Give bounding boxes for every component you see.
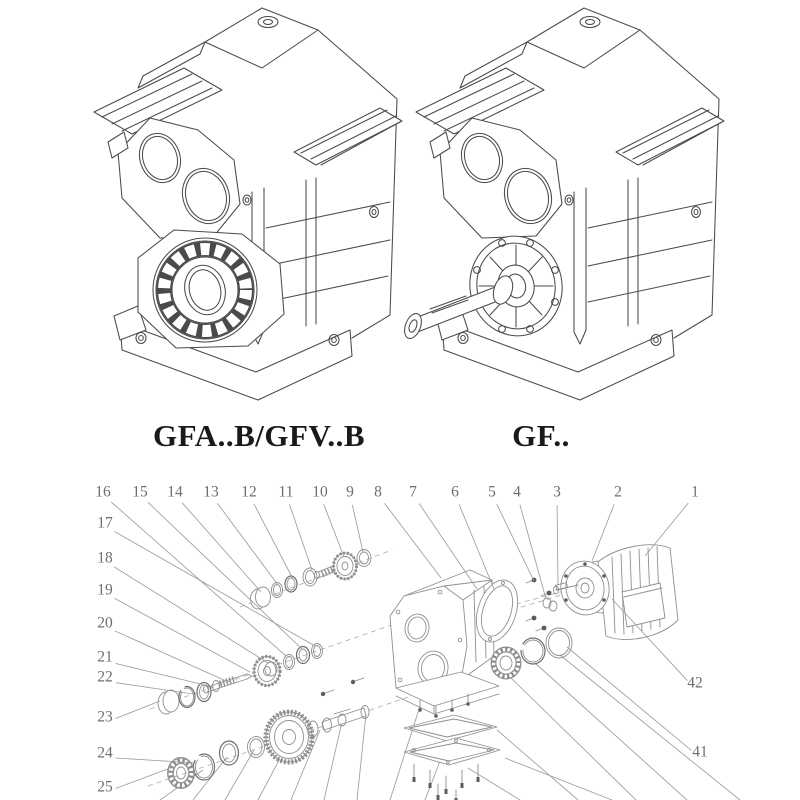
gearbox-drawing-gf (401, 8, 724, 400)
callout-number: 8 (374, 483, 382, 501)
callout-number: 17 (97, 514, 113, 532)
bearing (360, 552, 369, 564)
callout-number: 5 (488, 483, 496, 501)
leader-line (352, 505, 363, 552)
leader-line (115, 631, 226, 681)
callout-number: 4 (513, 483, 521, 501)
callout-number: 19 (97, 581, 113, 599)
leader-line (567, 647, 691, 750)
callout-number: 21 (97, 648, 113, 666)
model-label-gfab: GFA..B/GFV..B (152, 418, 366, 453)
retaining-ring (521, 638, 545, 664)
motor-assembly (554, 545, 679, 640)
leader-line (116, 683, 193, 694)
bearing (306, 571, 315, 584)
callout-number: 23 (97, 708, 113, 726)
callout-number: 14 (167, 483, 183, 501)
callout-number: 20 (97, 614, 113, 632)
end-cap (163, 690, 179, 712)
leader-line (324, 504, 344, 557)
callout-number: 11 (278, 483, 294, 501)
callout-number: 16 (95, 483, 111, 501)
callout-number: 42 (687, 674, 703, 692)
retaining-ring (179, 687, 195, 708)
leader-line (419, 504, 477, 590)
callout-number: 41 (692, 743, 708, 761)
callout-number: 9 (346, 483, 354, 501)
leader-line (116, 663, 213, 687)
leader-line (557, 505, 558, 585)
callout-number: 3 (553, 483, 561, 501)
leader-line (182, 503, 261, 592)
output-flange (461, 228, 572, 345)
intermediate-gear-assembly (158, 644, 323, 715)
callout-number: 22 (97, 668, 113, 686)
gearbox-housing (416, 8, 724, 400)
model-label-gf: GF.. (512, 418, 570, 453)
leader-line (497, 504, 534, 581)
o-ring (546, 628, 572, 658)
callout-number: 13 (203, 483, 219, 501)
leader-line (254, 504, 293, 579)
gasket (404, 715, 497, 741)
gearbox-drawing-gfab (94, 8, 402, 400)
callout-number: 2 (614, 483, 622, 501)
leader-line (116, 767, 173, 789)
bearing (500, 656, 512, 670)
cover-bolts (413, 764, 480, 800)
callout-number: 10 (312, 483, 328, 501)
leader-line (217, 503, 278, 585)
callout-number: 1 (691, 483, 699, 501)
bottom-cover-assembly (404, 694, 500, 800)
callout-number: 24 (97, 744, 113, 762)
retaining-ring (194, 754, 215, 780)
leader-line (115, 532, 316, 647)
leader-line (290, 505, 313, 571)
cover-plate (404, 738, 500, 765)
callout-number: 7 (409, 483, 417, 501)
end-cap (256, 587, 271, 607)
leader-line (148, 502, 302, 649)
leader-line (385, 503, 442, 578)
leader-line (111, 502, 286, 656)
leader-line (592, 504, 614, 561)
housing (390, 570, 499, 714)
input-shaft-assembly (251, 550, 372, 610)
exploded-view (95, 484, 740, 800)
hollow-shaft-bearing-hub (138, 230, 284, 348)
callout-number: 12 (241, 483, 257, 501)
leader-line (116, 701, 160, 719)
callout-number: 18 (97, 549, 113, 567)
callout-number: 15 (132, 483, 148, 501)
callout-number: 25 (97, 778, 113, 796)
leader-line (520, 505, 546, 599)
callout-number: 6 (451, 483, 459, 501)
leader-line (114, 567, 268, 663)
